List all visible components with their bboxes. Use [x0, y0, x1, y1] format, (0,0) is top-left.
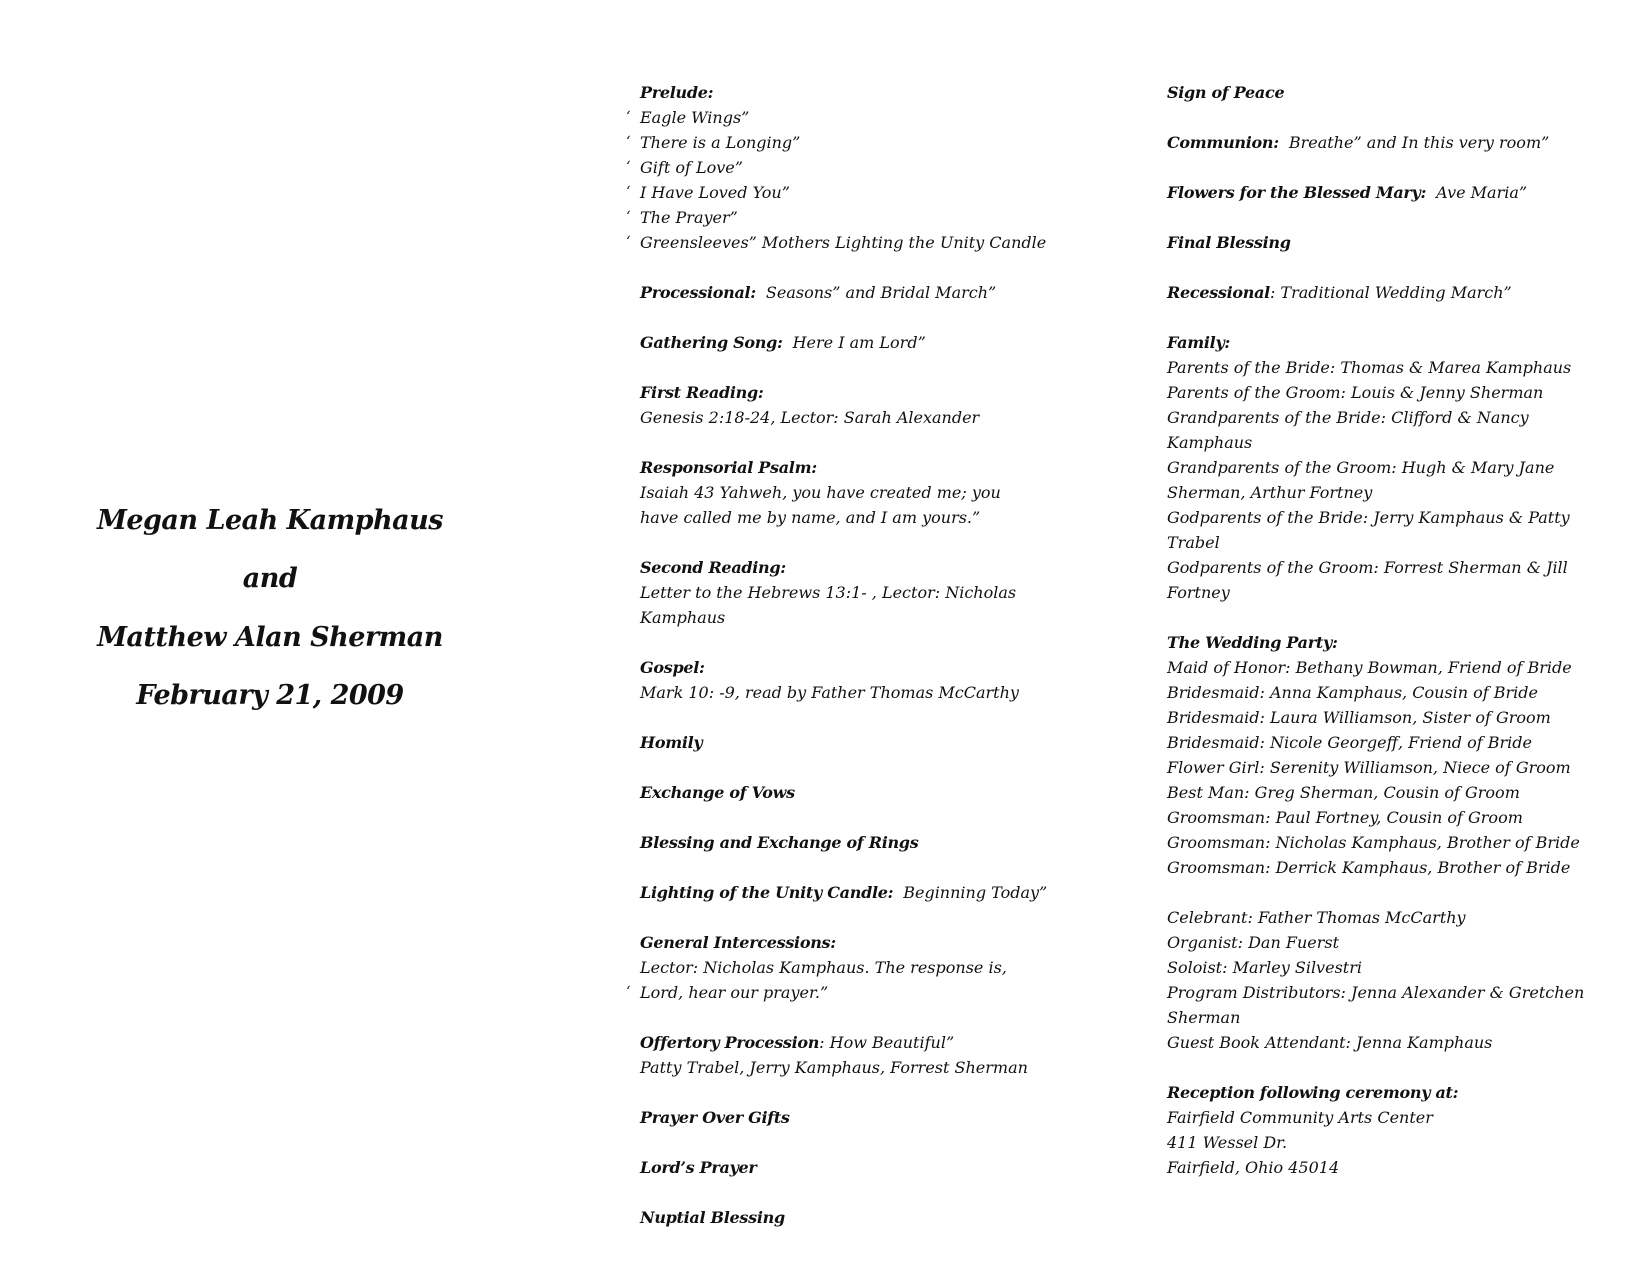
second-reading-text: Letter to the Hebrews 13:1- , Lector: Nicholas [640, 583, 1017, 602]
prelude-item: ‘ Eagle Wings” [640, 105, 1070, 130]
family-line: Sherman, Arthur Fortney [1167, 483, 1373, 502]
vows-section [640, 780, 1070, 805]
lords-prayer-heading: Lord’s Prayer [640, 1158, 757, 1177]
family-line: Godparents of the Bride: Jerry Kamphaus & Patty [1167, 508, 1570, 527]
wedding-party-member: Maid of Honor: Bethany Bowman, Friend of Bride [1167, 658, 1572, 677]
gospel-section [640, 655, 1070, 705]
flowers-text: Ave Maria” [1436, 183, 1528, 202]
offertory-section [640, 1030, 1070, 1080]
gospel-text: Mark 10: -9, read by Father Thomas McCarthy [640, 683, 1019, 702]
gathering-text: Here I am Lord” [792, 333, 926, 352]
final-blessing-heading: Final Blessing [1167, 233, 1291, 252]
homily-heading: Homily [640, 733, 703, 752]
family-line: Parents of the Groom: Louis & Jenny Sherman [1167, 383, 1544, 402]
unity-candle-section [640, 880, 1070, 905]
family-line: Parents of the Bride: Thomas & Marea Kamphaus [1167, 358, 1572, 377]
unity-candle-heading: Lighting of the Unity Candle: [640, 883, 894, 902]
recessional-text: : Traditional Wedding March” [1269, 283, 1512, 302]
recessional-section [1167, 280, 1597, 305]
psalm-text: Isaiah 43 Yahweh, you have created me; you [640, 483, 1001, 502]
officiant-line: Celebrant: Father Thomas McCarthy [1167, 908, 1466, 927]
psalm-text: have called me by name, and I am yours.” [640, 508, 981, 527]
prelude-item: ‘ Gift of Love” [640, 155, 1070, 180]
offertory-heading: Offertory Procession [640, 1033, 820, 1052]
processional-text: Seasons” and Bridal March” [765, 283, 997, 302]
gifts-heading: Prayer Over Gifts [640, 1108, 790, 1127]
family-line: Grandparents of the Groom: Hugh & Mary Jane [1167, 458, 1555, 477]
final-blessing-section [1167, 230, 1597, 255]
reception-street: 411 Wessel Dr. [1167, 1133, 1288, 1152]
peace-heading: Sign of Peace [1167, 83, 1285, 102]
vows-heading: Exchange of Vows [640, 783, 795, 802]
cover-panel [0, 0, 540, 1275]
wedding-date: February 21, 2009 [136, 680, 404, 711]
first-reading-text: Genesis 2:18-24, Lector: Sarah Alexander [640, 408, 980, 427]
officiant-line: Program Distributors: Jenna Alexander & Gretchen [1167, 983, 1585, 1002]
wedding-party-member: Flower Girl: Serenity Williamson, Niece of Groom [1167, 758, 1571, 777]
first-reading-section [640, 380, 1070, 430]
prelude-item: ‘ The Prayer” [640, 205, 1070, 230]
peace-section [1167, 80, 1597, 105]
family-line: Godparents of the Groom: Forrest Sherman & Jill [1167, 558, 1568, 577]
offertory-text: : How Beautiful” [819, 1033, 955, 1052]
groom-name: Matthew Alan Sherman [97, 622, 443, 653]
participants-column [1167, 80, 1597, 1205]
rings-section [640, 830, 1070, 855]
wedding-party-member: Bridesmaid: Nicole Georgeff, Friend of Bride [1167, 733, 1532, 752]
psalm-section [640, 455, 1070, 530]
reception-venue: Fairfield Community Arts Center [1167, 1108, 1433, 1127]
officiant-line: Sherman [1167, 1008, 1241, 1027]
officiants-section [1167, 905, 1597, 1055]
prelude-item: ‘ There is a Longing” [640, 130, 1070, 155]
recessional-heading: Recessional [1167, 283, 1270, 302]
prelude-heading: Prelude: [640, 83, 714, 102]
prelude-item: ‘ I Have Loved You” [640, 180, 1070, 205]
officiant-line: Soloist: Marley Silvestri [1167, 958, 1362, 977]
family-section [1167, 330, 1597, 605]
homily-section [640, 730, 1070, 755]
bride-name: Megan Leah Kamphaus [96, 505, 444, 536]
communion-text: Breathe” and In this very room” [1288, 133, 1550, 152]
family-line: Trabel [1167, 533, 1220, 552]
gospel-heading: Gospel: [640, 658, 705, 677]
officiant-line: Organist: Dan Fuerst [1167, 933, 1340, 952]
first-reading-heading: First Reading: [640, 383, 764, 402]
wedding-party-member: Best Man: Greg Sherman, Cousin of Groom [1167, 783, 1520, 802]
nuptial-heading: Nuptial Blessing [640, 1208, 785, 1227]
family-line: Grandparents of the Bride: Clifford & Nancy [1167, 408, 1529, 427]
gifts-section [640, 1105, 1070, 1130]
intercessions-response: ‘ Lord, hear our prayer.” [640, 980, 1070, 1005]
processional-section [640, 280, 1070, 305]
order-of-service-column [640, 80, 1070, 1255]
flowers-heading: Flowers for the Blessed Mary: [1167, 183, 1427, 202]
cover-and: and [242, 563, 298, 594]
flowers-section [1167, 180, 1597, 205]
family-line: Fortney [1167, 583, 1230, 602]
unity-candle-text: Beginning Today” [903, 883, 1048, 902]
wedding-party-member: Groomsman: Nicholas Kamphaus, Brother of Bride [1167, 833, 1580, 852]
lords-prayer-section [640, 1155, 1070, 1180]
second-reading-section [640, 555, 1070, 630]
reception-heading: Reception following ceremony at: [1167, 1083, 1459, 1102]
nuptial-section [640, 1205, 1070, 1230]
family-line: Kamphaus [1167, 433, 1253, 452]
intercessions-text: Lector: Nicholas Kamphaus. The response is, [640, 958, 1007, 977]
reception-city: Fairfield, Ohio 45014 [1167, 1158, 1340, 1177]
intercessions-section [640, 930, 1070, 1005]
family-heading: Family: [1167, 333, 1231, 352]
communion-heading: Communion: [1167, 133, 1279, 152]
wedding-party-member: Groomsman: Paul Fortney, Cousin of Groom [1167, 808, 1523, 827]
gathering-heading: Gathering Song: [640, 333, 783, 352]
wedding-party-member: Groomsman: Derrick Kamphaus, Brother of Bride [1167, 858, 1571, 877]
processional-heading: Processional: [640, 283, 756, 302]
psalm-heading: Responsorial Psalm: [640, 458, 817, 477]
prelude-section [640, 80, 1070, 255]
communion-section [1167, 130, 1597, 155]
wedding-party-heading: The Wedding Party: [1167, 633, 1338, 652]
gathering-section [640, 330, 1070, 355]
wedding-party-member: Bridesmaid: Laura Williamson, Sister of Groom [1167, 708, 1551, 727]
second-reading-text: Kamphaus [640, 608, 726, 627]
officiant-line: Guest Book Attendant: Jenna Kamphaus [1167, 1033, 1493, 1052]
wedding-party-member: Bridesmaid: Anna Kamphaus, Cousin of Bride [1167, 683, 1538, 702]
reception-section [1167, 1080, 1597, 1180]
wedding-party-section [1167, 630, 1597, 880]
intercessions-heading: General Intercessions: [640, 933, 836, 952]
second-reading-heading: Second Reading: [640, 558, 786, 577]
prelude-item: ‘ Greensleeves” Mothers Lighting the Unity Candle [640, 230, 1070, 255]
offertory-participants: Patty Trabel, Jerry Kamphaus, Forrest Sherman [640, 1058, 1028, 1077]
rings-heading: Blessing and Exchange of Rings [640, 833, 919, 852]
